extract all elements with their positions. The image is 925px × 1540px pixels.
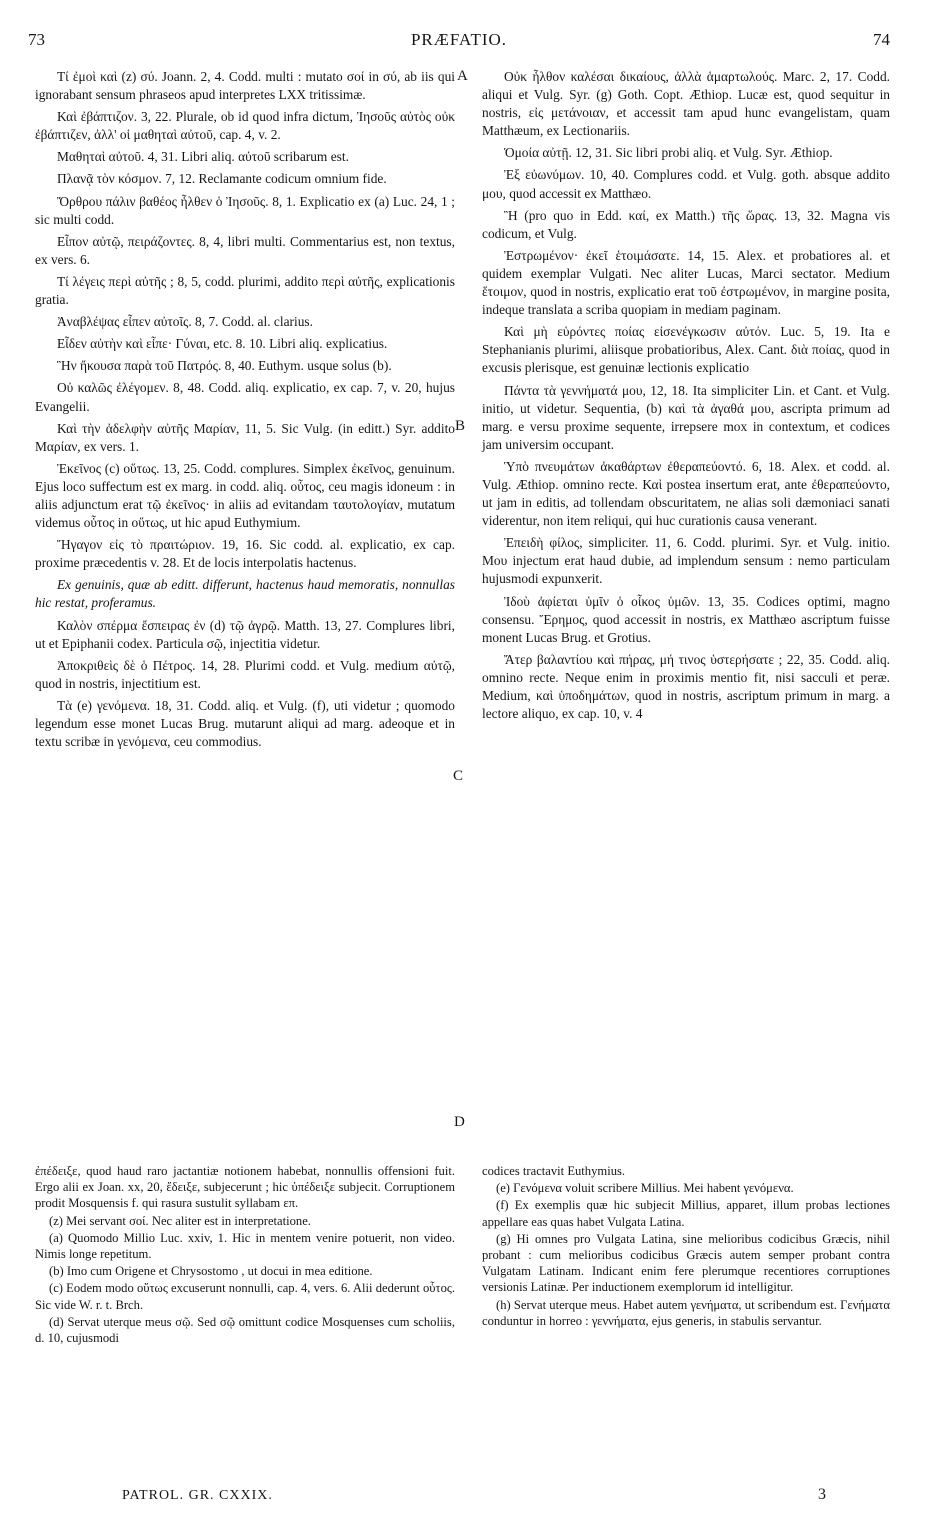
left-column [35, 68, 455, 755]
footnotes-right [482, 1163, 890, 1330]
paragraph: Ὁμοία αὐτῇ. 12, 31. Sic libri probi aliq. et Vulg. Syr. Æthiop. [504, 145, 833, 161]
paragraph: Καὶ ἐβάπτιζον. 3, 22. Plurale, ob id quod infra dictum, Ἰησοῦς αὐτὸς οὐκ ἐβάπτιζεν, ἀλλ' οἱ μαθηταὶ αὐτοῦ, cap. 4, v. 2. [35, 109, 455, 143]
margin-marker-a: A [457, 68, 468, 84]
paragraph: Ἢ (pro quo in Edd. καί, ex Matth.) τῆς ὥρας. 13, 32. Magna vis codicum, et Vulg. [482, 207, 890, 241]
paragraph: Ἐξ εὐωνύμων. 10, 40. Complures codd. et Vulg. goth. absque addito μου, quod accessit ex Matthæo. [482, 167, 890, 201]
footnote: (a) Quomodo Millio Luc. xxiv, 1. Hic in mentem venire potuerit, non video. Nimis longe repetitum. [35, 1230, 455, 1262]
footnote: (z) Mei servant σοί. Nec aliter est in interpretatione. [49, 1213, 311, 1228]
paragraph: Μαθηταὶ αὐτοῦ. 4, 31. Libri aliq. αὐτοῦ scribarum est. [57, 149, 349, 165]
paragraph: Ἤγαγον εἰς τὸ πραιτώριον. 19, 16. Sic codd. al. explicatio, ex cap. proxime præcedentis v. 28. Et de locis interpolatis hactenus. [35, 537, 455, 571]
page-number-left: 73 [28, 30, 45, 49]
paragraph: Ἐκεῖνος (c) οὕτως. 13, 25. Codd. complures. Simplex ἐκεῖνος, genuinum. Ejus loco suffectum est ex marg. in codd. aliq. οὗτος, ceu magis idoneum : in aliis adjunctum erat τῷ ἐκεῖνος· in aliis ad evitandam ταυτολογίαν, mutatum videmus οὗτος in οὕτως, ut hic apud Euthymium. [35, 460, 455, 531]
printer-signature: PATROL. GR. CXXIX. [122, 1488, 273, 1503]
paragraph: Ἰδοὺ ἀφίεται ὑμῖν ὁ οἶκος ὑμῶν. 13, 35. Codices optimi, magno consensu. Ἔρημος, quod accessit in nostris, ex Matthæo ascriptum fuisse monent Lucas Brug. et Grotius. [482, 593, 890, 645]
running-header [28, 30, 890, 58]
page-number-right: 74 [873, 30, 890, 49]
paragraph: Τί λέγεις περὶ αὐτῆς ; 8, 5, codd. plurimi, addito περὶ αὐτῆς, explicationis gratia. [35, 273, 455, 308]
paragraph: Ἄτερ βαλαντίου καὶ πήρας, μή τινος ὑστερήσατε ; 22, 35. Codd. aliq. omnino recte. Neque enim in proximis mentio fit, nisi sacculi et peræ. Medium, καὶ ὑποδημάτων, quod in nostris, ascriptum primum in marg. a lectore aliquo, ex cap. 10, v. 4 [482, 651, 890, 722]
paragraph: Πλανᾷ τὸν κόσμον. 7, 12. Reclamante codicum omnium fide. [57, 171, 387, 187]
margin-marker-d: D [454, 1114, 465, 1130]
footnote: (h) Servat uterque meus. Habet autem γενήματα, ut scribendum est. Γενήματα conduntur in horreo : γεννήματα, ejus generis, in stabulis servantur. [482, 1297, 890, 1328]
paragraph: Τί ἐμοὶ καὶ (z) σύ. Joann. 2, 4. Codd. multi : mutato σοί in σύ, ab iis qui ignorabant sensum phraseos apud interpretes LXX tritissimæ. [35, 69, 455, 103]
footnotes-left [35, 1163, 455, 1347]
footnote: codices tractavit Euthymius. [482, 1164, 626, 1178]
paragraph: Τὰ (e) γενόμενα. 18, 31. Codd. aliq. et Vulg. (f), uti videtur ; quomodo legendum esse monet Lucas Brug. mutarunt aliqui ad marg. adeoque et in textu scribæ in γενόμενα, ceu commodius. [35, 697, 455, 750]
paragraph: Εἶπον αὐτῷ, πειράζοντες. 8, 4, libri multi. Commentarius est, non textus, ex vers. 6. [35, 233, 455, 267]
paragraph: Ὑπὸ πνευμάτων ἀκαθάρτων ἐθεραπεύοντό. 6, 18. Alex. et codd. al. Vulg. Æthiop. omnino recte. Καὶ postea insertum erat, ante ἐθεραπεύοντο, ut jam in editis, ad tollendam obscuritatem, ne alias soli dæmoniaci sanati viderentur, non item reliqui, qui huc curationis causa venerant. [482, 458, 890, 529]
signature-number: 3 [818, 1486, 826, 1503]
paragraph: Πάντα τὰ γεννήματά μου, 12, 18. Ita simpliciter Lin. et Cant. et Vulg. initio, ut videtur. Sequentia, (b) καὶ τὰ ἀγαθά μου, ascripta primum ad marg. e versu proxime sequente, irrepsere mox in contextum, et codices jam universim occupant. [482, 382, 890, 452]
footnote: (f) Ex exemplis quæ hic subjecit Millius, apparet, illum probas lectiones appellare eas quas habet Vulgata Latina. [482, 1198, 890, 1229]
margin-marker-c: C [453, 768, 464, 784]
footnote: ἐπέδειξε, quod haud raro jactantiæ notionem habebat, nonnullis offensioni fuit. Ergo alii ex Joan. xx, 20, ἔδειξε, subjecerunt ; hic ὑπέδειξε subjecit. Corruptionem prodit Mosquensis f. qui rasura sustulit syllabam επ. [35, 1164, 455, 1211]
footnote: (c) Eodem modo οὕτως excuserunt nonnulli, cap. 4, vers. 6. Alii dederunt οὗτος. Sic vide W. r. t. Brch. [35, 1281, 455, 1312]
footnote: (d) Servat uterque meus σῷ. Sed σῷ omittunt codice Mosquenses cum scholiis, d. 10, cujusmodi [35, 1314, 455, 1346]
paragraph: Οὐκ ἦλθον καλέσαι δικαίους, ἀλλὰ ἁμαρτωλούς. Marc. 2, 17. Codd. aliqui et Vulg. Syr. (g) Goth. Copt. Æthiop. Lucæ est, quod sequitur in nostris, εἰς μετάνοιαν, et accessit tam apud hunc evangelistam, quam Matthæum, ex Lectionariis. [482, 69, 890, 139]
italic-paragraph: Ex genuinis, quæ ab editt. differunt, hactenus haud memoratis, nonnullas hic restat, proferamus. [35, 577, 455, 611]
paragraph: Ἣν ἤκουσα παρὰ τοῦ Πατρός. 8, 40. Euthym. usque solus (b). [57, 358, 392, 374]
paragraph: Ἐπειδὴ φίλος, simpliciter. 11, 6. Codd. plurimi. Syr. et Vulg. initio. Μου injectum erat haud dubie, ad implendum sensum : nemo particulam hujusmodi expunxerit. [482, 535, 890, 587]
paragraph: Οὐ καλῶς ἐλέγομεν. 8, 48. Codd. aliq. explicatio, ex cap. 7, v. 20, hujus Evangelii. [35, 380, 455, 414]
paragraph: Καὶ μὴ εὑρόντες ποίας εἰσενέγκωσιν αὐτόν. Luc. 5, 19. Ita e Stephanianis plurimi, aliisque probatioribus, Alex. Cant. διὰ ποίας, quod in excusis plerisque, est genuinæ lectionis explicatio [482, 324, 890, 376]
paragraph: Καλὸν σπέρμα ἔσπειρας ἐν (d) τῷ ἀγρῷ. Matth. 13, 27. Complures libri, ut et Epiphanii codex. Particula σῷ, injectitia videtur. [35, 617, 455, 651]
footnote: (e) Γενόμενα voluit scribere Millius. Mei habent γενόμενα. [496, 1181, 794, 1196]
paragraph: Ἀποκριθεὶς δὲ ὁ Πέτρος. 14, 28. Plurimi codd. et Vulg. medium αὐτῷ, quod in nostris, injectitium est. [35, 657, 455, 691]
margin-marker-b: B [455, 418, 466, 434]
footnote: (g) Hi omnes pro Vulgata Latina, sine melioribus codicibus Græcis, nihil probant : cum melioribus codicibus Græcis autem semper probant contra Vulgatam Latinam. Indicant enim fere plerumque recentiores corruptiones versionis Latinæ. Per inductionem exemplorum id intelligitur. [482, 1231, 890, 1295]
paragraph: Καὶ τὴν ἀδελφὴν αὐτῆς Μαρίαν, 11, 5. Sic Vulg. (in editt.) Syr. addito Μαρίαν, ex vers. 1. [35, 420, 455, 454]
paragraph: Ἐστρωμένον· ἐκεῖ ἑτοιμάσατε. 14, 15. Alex. et probatiores al. et quidem exemplar Vulgati. Nec aliter Lucas, Marci sectator. Medium ἕτοιμον, quod in nostris, explicatio erat τοῦ ἐστρωμένον, in margine posita, indeque translata a scriba quopiam in mediam paginam. [482, 247, 890, 318]
page-title: PRÆFATIO. [410, 30, 508, 49]
paragraph: Ὄρθρου πάλιν βαθέος ἦλθεν ὁ Ἰησοῦς. 8, 1. Explicatio ex (a) Luc. 24, 1 ; sic multi codd. [35, 193, 455, 227]
right-column [482, 68, 890, 727]
paragraph: Ἀναβλέψας εἶπεν αὐτοῖς. 8, 7. Codd. al. clarius. [57, 314, 313, 330]
paragraph: Εἶδεν αὐτὴν καὶ εἶπε· Γύναι, etc. 8. 10. Libri aliq. explicatius. [57, 336, 388, 352]
footnote: (b) Imo cum Origene et Chrysostomo , ut docui in mea editione. [49, 1264, 373, 1279]
